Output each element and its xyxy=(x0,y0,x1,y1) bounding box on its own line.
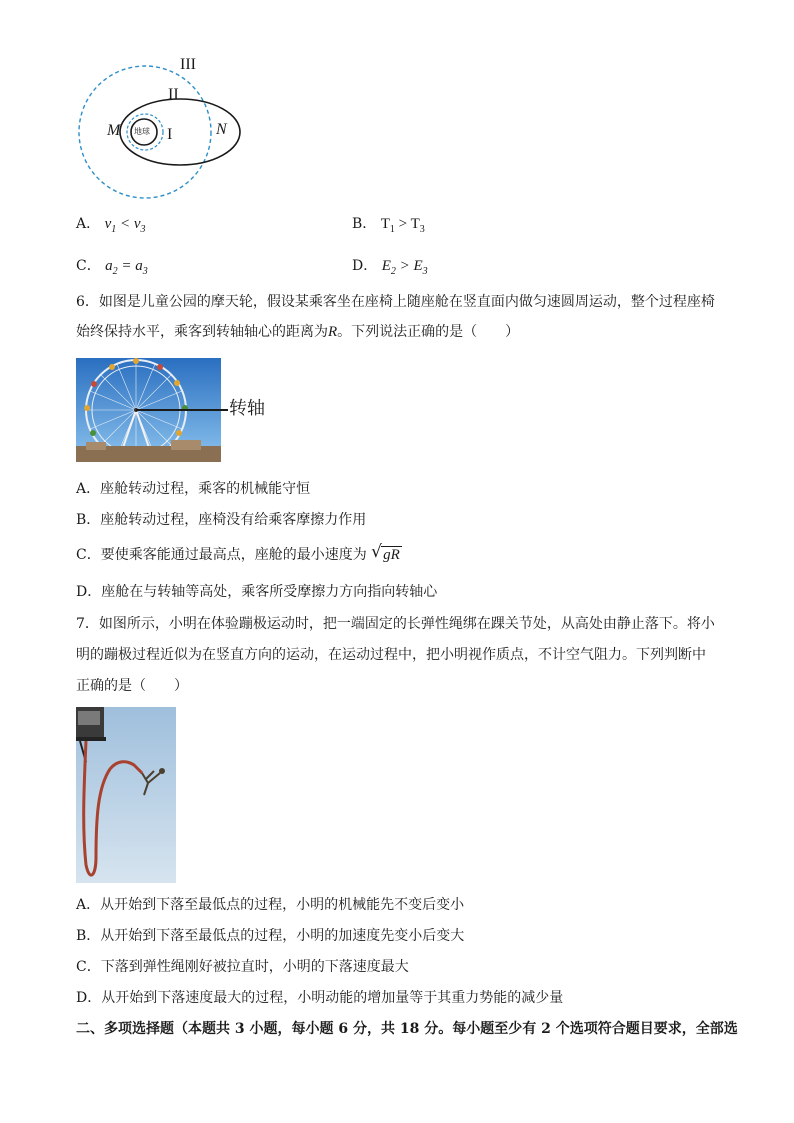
q6-option-D: D．座舱在与转轴等高处，乘客所受摩擦力方向指向转轴心 xyxy=(76,584,438,600)
bungee-image xyxy=(76,707,176,883)
option-letter: D． xyxy=(352,258,378,274)
q6-option-A: A．座舱转动过程，乘客的机械能守恒 xyxy=(76,481,311,497)
orbit-figure xyxy=(60,50,260,210)
q5-option-C xyxy=(76,256,148,282)
q6-option-B: B．座舱转动过程，座椅没有给乘客摩擦力作用 xyxy=(76,512,367,528)
sqrt-radicand: gR xyxy=(383,547,400,563)
point-label-M: M xyxy=(107,122,121,139)
axis-pointer-line xyxy=(136,409,228,411)
q7-option-A: A．从开始到下落至最低点的过程，小明的机械能先不变后变小 xyxy=(76,897,465,913)
q7-option-B: B．从开始到下落至最低点的过程，小明的加速度先变小后变大 xyxy=(76,928,465,944)
q6-option-C-text: C．要使乘客能通过最高点，座舱的最小速度为 xyxy=(76,547,367,563)
orbit-label-I: I xyxy=(167,126,173,143)
option-letter: B． xyxy=(352,216,377,232)
orbit-label-III: III xyxy=(180,56,196,73)
q7-option-D: D．从开始到下落速度最大的过程，小明动能的增加量等于其重力势能的减少量 xyxy=(76,990,564,1006)
section2-heading: 二、多项选择题（本题共 3 小题，每小题 6 分，共 18 分。每小题至少有 2 个选项符合题目要求，全部选 xyxy=(76,1021,738,1037)
bungee-photo xyxy=(76,707,176,883)
q5-expr-A: $v_1 < v_3$ xyxy=(104,216,146,235)
q5-expr-C: $a_2 = a_3$ xyxy=(105,258,148,277)
sqrt-expression xyxy=(371,542,402,565)
q6-stem-line1: 6．如图是儿童公园的摩天轮，假设某乘客坐在座椅上随座舱在竖直面内做匀速圆周运动，整个过程座椅 xyxy=(76,294,715,310)
earth-label: 地球 xyxy=(134,127,150,136)
q6-option-C xyxy=(76,542,402,565)
axis-label: 转轴 xyxy=(229,398,265,419)
q5-option-D xyxy=(352,256,428,282)
orbit-diagram xyxy=(60,50,260,210)
option-letter: A． xyxy=(76,216,101,232)
q7-stem-line1: 7．如图所示，小明在体验蹦极运动时，把一端固定的长弹性绳绑在踝关节处，从高处由静止落下。将小 xyxy=(76,616,715,632)
orbit-label-II: II xyxy=(168,86,179,103)
q6-stem-text-b: 。下列说法正确的是（ ） xyxy=(337,324,520,340)
q5-expr-D: $E_2 > E_3$ xyxy=(381,258,428,277)
point-label-N: N xyxy=(216,121,227,138)
q5-option-A xyxy=(76,214,146,240)
q5-expr-B: $T_1 > T_3$ xyxy=(380,216,425,235)
q7-stem-line2: 明的蹦极过程近似为在竖直方向的运动，在运动过程中，把小明视作质点，不计空气阻力。下列判断中 xyxy=(76,647,706,663)
q5-option-B xyxy=(352,214,425,240)
q6-stem-line2 xyxy=(76,322,519,342)
q6-R-symbol: R xyxy=(328,324,338,340)
q7-stem-line3: 正确的是（ ） xyxy=(76,678,188,694)
option-letter: C． xyxy=(76,258,101,274)
sqrt-sign: √ xyxy=(371,542,383,562)
q6-stem-text-a: 始终保持水平，乘客到转轴轴心的距离为 xyxy=(76,324,328,340)
q7-option-C: C．下落到弹性绳刚好被拉直时，小明的下落速度最大 xyxy=(76,959,409,975)
